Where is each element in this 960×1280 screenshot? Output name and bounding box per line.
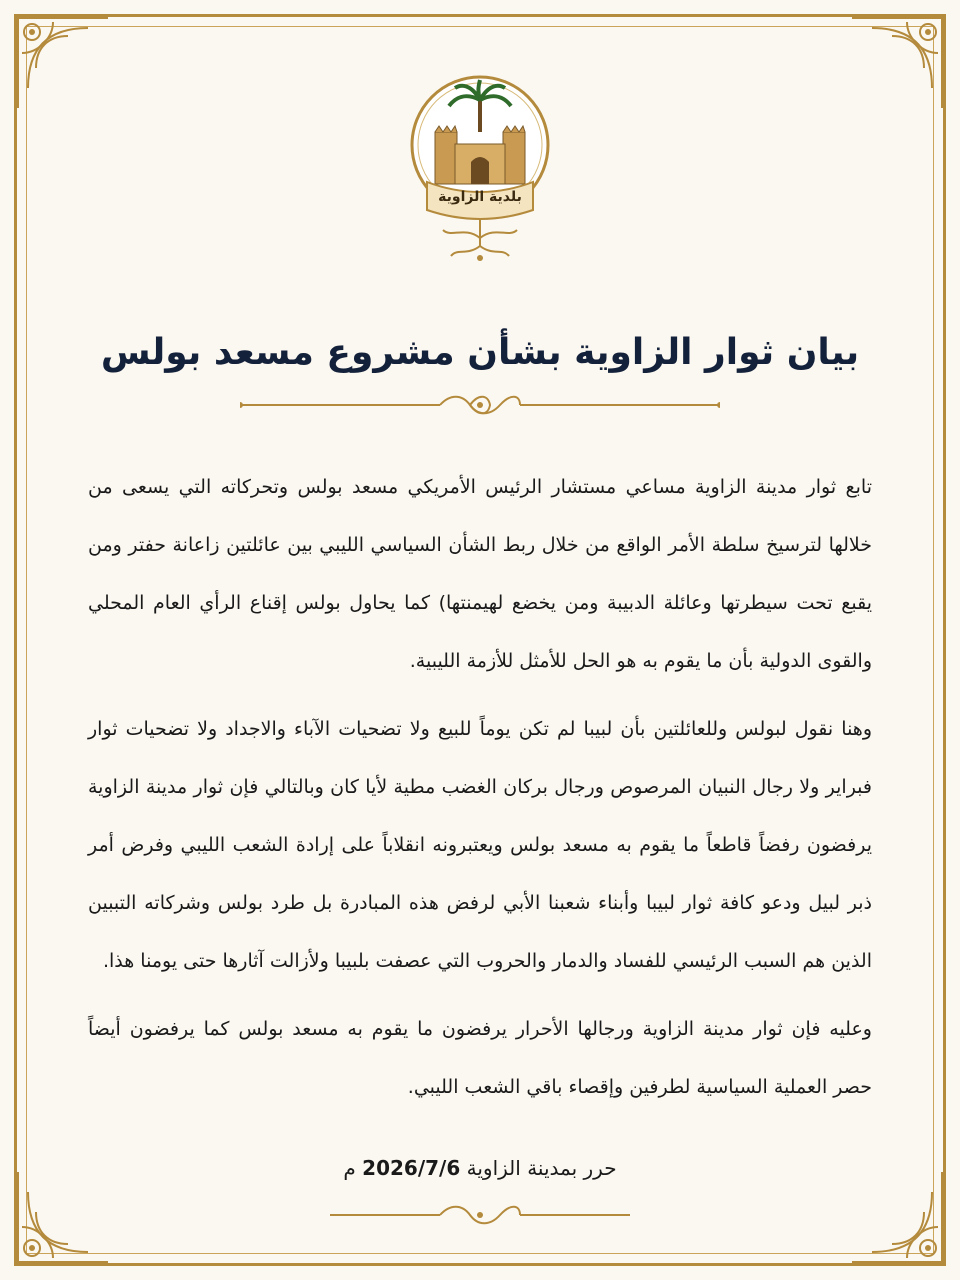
statement-body	[88, 458, 872, 1126]
ornamental-divider-icon	[330, 1202, 630, 1228]
corner-ornament-icon	[8, 8, 118, 118]
logo-caption: بلدية الزاوية	[438, 189, 522, 205]
signoff	[80, 1148, 880, 1188]
page-title: بيان ثوار الزاوية بشأن مشروع مسعد بولس	[100, 332, 860, 373]
paragraph: وعليه فإن ثوار مدينة الزاوية ورجالها الأحرار يرفضون ما يقوم به مسعد بولس كما يرفضون أيضاً حصر العملية السياسية لطرفين وإقصاء باقي الشعب الليبي.	[88, 1018, 872, 1098]
signoff-suffix: م	[343, 1156, 356, 1180]
municipality-logo-icon	[405, 70, 555, 270]
signoff-date: 2026/7/6	[362, 1156, 461, 1180]
ornamental-divider-icon	[240, 392, 720, 418]
corner-ornament-icon	[842, 8, 952, 118]
signoff-place: حرر بمدينة الزاوية	[466, 1156, 617, 1180]
paragraph: وهنا نقول لبولس وللعائلتين بأن لبيبا لم تكن يوماً للبيع ولا تضحيات الآباء والاجداد ولا تضحيات ثوار فبراير ولا رجال النبيان المرصوص ورجال بركان الغضب مطية لأيا كان وبالتالي فإن ثوار مدينة الزاوية يرفضون رفضاً قاطعاً ما يقوم به مسعد بولس ويعتبرونه انقلاباً على إرادة الشعب الليبي وفرض أمر ذبر لبيل ودعو كافة ثوار لبيبا وأبناء شعبنا الأبي لرفض هذه المبادرة بل طرد بولس وشركاته التببين الذين هم السبب الرئيسي للفساد والدمار والحروب التي عصفت بلبيبا ولأزالت آثارها حتى يومنا هذا.	[88, 718, 872, 972]
paragraph: تابع ثوار مدينة الزاوية مساعي مستشار الرئيس الأمريكي مسعد بولس وتحركاته التي يسعى من خلالها لترسيخ سلطة الأمر الواقع من خلال ربط الشأن السياسي الليبي بين عائلتين زاعانة حفتر ومن يقبع تحت سيطرتها وعائلة الدبيبة ومن يخضع لهيمنتها) كما يحاول بولس إقناع الرأي العام المحلي والقوى الدولية بأن ما يقوم به هو الحل للأمثل للأزمة الليبية.	[88, 476, 872, 672]
